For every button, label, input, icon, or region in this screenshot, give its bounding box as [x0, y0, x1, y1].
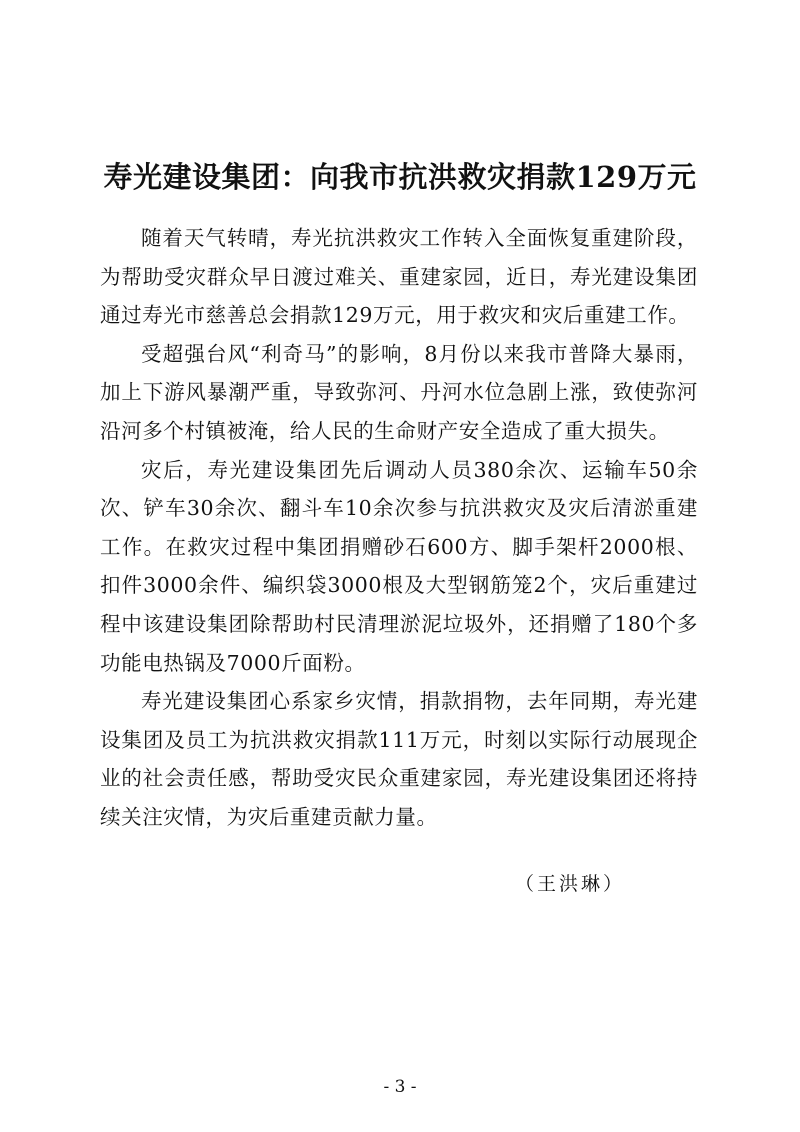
- author-byline: （王洪琳）: [514, 873, 625, 895]
- paragraph-2: 受超强台风“利奇马”的影响，8月份以来我市普降大暴雨，加上下游风暴潮严重，导致弥河、丹河水位急剧上涨，致使弥河沿河多个村镇被淹，给人民的生命财产安全造成了重大损失。: [100, 341, 698, 443]
- article-body: [100, 219, 698, 837]
- paragraph-4: 寿光建设集团心系家乡灾情，捐款捐物，去年同期，寿光建设集团及员工为抗洪救灾捐款111万元，时刻以实际行动展现企业的社会责任感，帮助受灾民众重建家园，寿光建设集团还将持续关注灾情，为灾后重建贡献力量。: [100, 689, 698, 829]
- paragraph-1: 随着天气转晴，寿光抗洪救灾工作转入全面恢复重建阶段，为帮助受灾群众早日渡过难关、重建家园，近日，寿光建设集团通过寿光市慈善总会捐款129万元，用于救灾和灾后重建工作。: [100, 226, 698, 328]
- article-title: 寿光建设集团：向我市抗洪救灾捐款129万元: [103, 160, 697, 195]
- paragraph-3: 灾后，寿光建设集团先后调动人员380余次、运输车50余次、铲车30余次、翻斗车10余次参与抗洪救灾及灾后清淤重建工作。在救灾过程中集团捐赠砂石600方、脚手架杆2000根、扣件3000余件、编织袋3000根及大型钢筋笼2个，灾后重建过程中该建设集团除帮助村民清理淤泥垃圾外，还捐赠了180个多功能电热锅及7000斤面粉。: [100, 457, 698, 675]
- page-number: - 3 -: [383, 1077, 417, 1097]
